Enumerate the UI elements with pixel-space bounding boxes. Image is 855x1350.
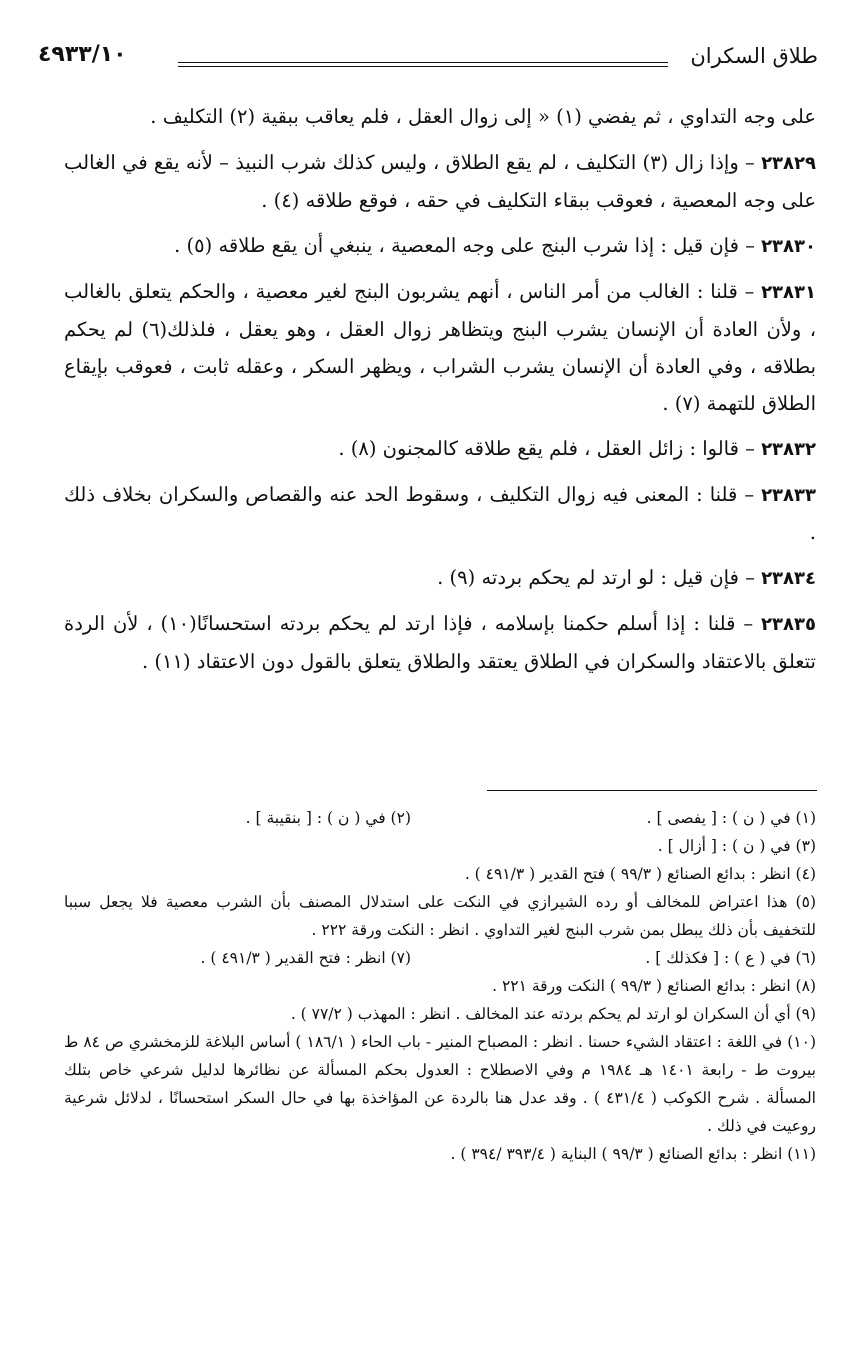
paragraph-text: على وجه التداوي ، ثم يفضي (١) « إلى زوال العقل ، فلم يعاقب ببقية (٢) التكليف .	[150, 105, 816, 128]
footnote: (١) في ( ن ) : [ يفصى ] .	[646, 809, 816, 827]
paragraph	[64, 605, 816, 680]
paragraph	[64, 144, 816, 219]
paragraph	[64, 227, 816, 265]
header-rule	[178, 62, 668, 67]
issue-number: ٢٣٨٣٢	[761, 439, 816, 460]
paragraph-text: – قالوا : زائل العقل ، فلم يقع طلاقه كالمجنون (٨) .	[338, 437, 762, 460]
running-header	[38, 38, 818, 78]
paragraph-text: – فإن قيل : إذا شرب البنج على وجه المعصية ، ينبغي أن يقع طلاقه (٥) .	[174, 234, 762, 257]
footnote: (٦) في ( ع ) : [ فكذلك ] .	[645, 949, 816, 967]
footnote: (٩) أي أن السكران لو ارتد لم يحكم بردته عند المخالف . انظر : المهذب ( ٧٧/٢ ) .	[290, 1005, 816, 1023]
page-number: ٤٩٣٣/١٠	[38, 42, 127, 67]
paragraph	[64, 476, 816, 551]
footnote-row	[64, 804, 816, 832]
footnote: (٨) انظر : بدائع الصنائع ( ٩٩/٣ ) النكت ورقة ٢٢١ .	[492, 977, 816, 995]
paragraph	[64, 98, 816, 136]
paragraph	[64, 430, 816, 468]
paragraph	[64, 559, 816, 597]
footnote: (٢) في ( ن ) : [ بنقيبة ] .	[245, 809, 411, 827]
footnote: (١١) انظر : بدائع الصنائع ( ٩٩/٣ ) البناية ( ٣٩٣/٤ /٣٩٤ ) .	[450, 1145, 816, 1163]
issue-number: ٢٣٨٢٩	[761, 153, 816, 174]
footnote: (٧) انظر : فتح القدير ( ٤٩١/٣ ) .	[200, 949, 411, 967]
main-text	[64, 98, 816, 688]
chapter-title: طلاق السكران	[690, 44, 818, 68]
issue-number: ٢٣٨٣٠	[761, 236, 816, 257]
footnote: (٤) انظر : بدائع الصنائع ( ٩٩/٣ ) فتح القدير ( ٤٩١/٣ ) .	[464, 865, 816, 883]
paragraph-text: – وإذا زال (٣) التكليف ، لم يقع الطلاق ، وليس كذلك شرب النبيذ – لأنه يقع في الغالب على وجه المعصية ، فعوقب ببقاء التكليف في حقه ، فوقع طلاقه (٤) .	[64, 151, 816, 212]
issue-number: ٢٣٨٣٣	[761, 485, 816, 506]
footnotes	[64, 804, 816, 1168]
paragraph	[64, 273, 816, 422]
footnote: (١٠) في اللغة : اعتقاد الشيء حسنا . انظر : المصباح المنير - باب الحاء ( ١٨٦/١ ) أساس البلاغة للزمخشري ص ٨٤ ط بيروت ط - رابعة ١٤٠١ هـ ١٩٨٤ م وفي الاصطلاح : العدول بحكم المسألة عن نظائرها لدليل شرعي خاص بتلك المسألة . شرح الكوكب ( ٤٣١/٤ ) . وقد عدل هنا بالردة عن المؤاخذة بها في حال السكر استحسانًا ، لدلائل شرعية روعيت في ذلك .	[64, 1033, 816, 1135]
footnote-row	[64, 944, 816, 972]
paragraph-text: – قلنا : إذا أسلم حكمنا بإسلامه ، فإذا ارتد لم يحكم بردته استحسانًا(١٠) ، لأن الردة تتعلق بالاعتقاد والسكران في الطلاق يعتقد والطلاق يتعلق بالقول دون الاعتقاد (١١) .	[64, 612, 816, 673]
footnote: (٣) في ( ن ) : [ أزال ] .	[657, 837, 816, 855]
issue-number: ٢٣٨٣٥	[761, 614, 816, 635]
paragraph-text: – قلنا : المعنى فيه زوال التكليف ، وسقوط الحد عنه والقصاص والسكران بخلاف ذلك .	[64, 483, 816, 544]
footnote: (٥) هذا اعتراض للمخالف أو رده الشيرازي في النكت على استدلال المصنف بأن الشرب معصية فلا يجعل سببا للتخفيف بأن ذلك يبطل بمن شرب البنج لغير التداوي . انظر : النكت ورقة ٢٢٢ .	[64, 893, 816, 939]
issue-number: ٢٣٨٣٤	[761, 568, 816, 589]
paragraph-text: – قلنا : الغالب من أمر الناس ، أنهم يشربون البنج لغير معصية ، والحكم يتعلق بالغالب ، ولأن العادة أن الإنسان يشرب البنج ويتظاهر زوال العقل ، وهو يعقل ، فلذلك(٦) لم يحكم بطلاقه ، وفي العادة أن الإنسان يشرب الشراب ، ويظهر السكر ، وعقله ثابت ، فعوقب بإيقاع الطلاق للتهمة (٧) .	[64, 280, 817, 415]
paragraph-text: – فإن قيل : لو ارتد لم يحكم بردته (٩) .	[437, 566, 762, 589]
issue-number: ٢٣٨٣١	[761, 282, 816, 303]
footnote-separator	[487, 790, 817, 791]
